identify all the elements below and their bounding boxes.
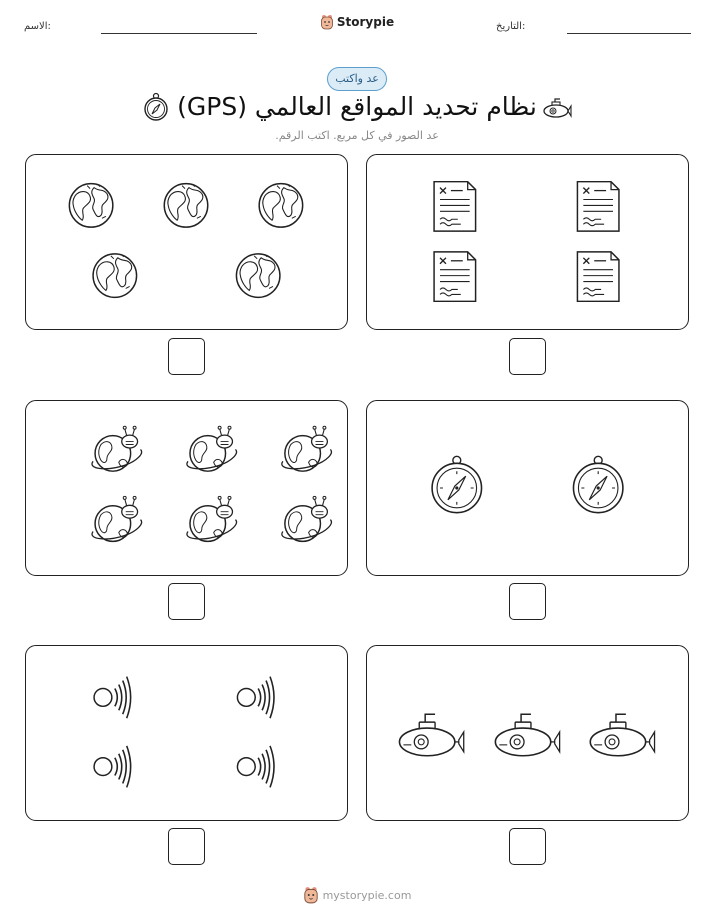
instruction-text: عد الصور في كل مربع. اكتب الرقم. (275, 129, 439, 142)
date-line[interactable] (567, 33, 691, 34)
map-document-icon (577, 252, 619, 301)
compass-icon (432, 456, 481, 512)
answer-box-signals[interactable] (168, 828, 205, 865)
name-label: الاسم: (24, 21, 51, 32)
signal-waves-icon (94, 677, 131, 719)
pie-mascot-icon (303, 886, 319, 904)
signal-waves-icon (237, 677, 274, 719)
signal-waves-icon (237, 746, 274, 788)
earth-satellite-icon (282, 496, 332, 541)
page-title: نظام تحديد المواقع العالمي (GPS) (177, 92, 537, 121)
globe-icon (69, 184, 113, 228)
card-signals (25, 645, 348, 821)
submarine-icon (495, 714, 559, 756)
card-compasses (366, 400, 689, 576)
earth-satellite-icon (92, 426, 142, 471)
earth-satellite-icon (282, 426, 332, 471)
card-maps (366, 154, 689, 330)
brand-logo (0, 14, 714, 34)
answer-box-submarines[interactable] (509, 828, 546, 865)
compass-icon (573, 456, 622, 512)
earth-satellite-icon (187, 496, 237, 541)
brand-name: Storypie (336, 15, 395, 29)
date-label: التاريخ: (496, 21, 526, 32)
globe-icon (93, 254, 136, 298)
answer-box-compasses[interactable] (509, 583, 546, 620)
footer-url[interactable]: mystorypie.com (322, 888, 412, 902)
earth-satellite-icon (92, 496, 142, 541)
map-document-icon (434, 252, 476, 301)
map-document-icon (434, 182, 476, 231)
submarine-icon (590, 714, 654, 756)
card-earth-satellites (25, 400, 348, 576)
card-globes (25, 154, 348, 330)
activity-badge: عد واكتب (327, 67, 387, 91)
answer-box-earth-satellites[interactable] (168, 583, 205, 620)
globe-icon (164, 184, 208, 228)
pie-mascot-icon (320, 14, 334, 30)
globe-icon (236, 254, 280, 298)
globe-icon (259, 184, 302, 228)
signal-waves-icon (94, 746, 131, 788)
earth-satellite-icon (187, 426, 237, 471)
card-submarines (366, 645, 689, 821)
submarine-icon (399, 714, 463, 756)
answer-box-globes[interactable] (168, 338, 205, 375)
map-document-icon (577, 182, 619, 231)
answer-box-maps[interactable] (509, 338, 546, 375)
footer (0, 886, 714, 908)
